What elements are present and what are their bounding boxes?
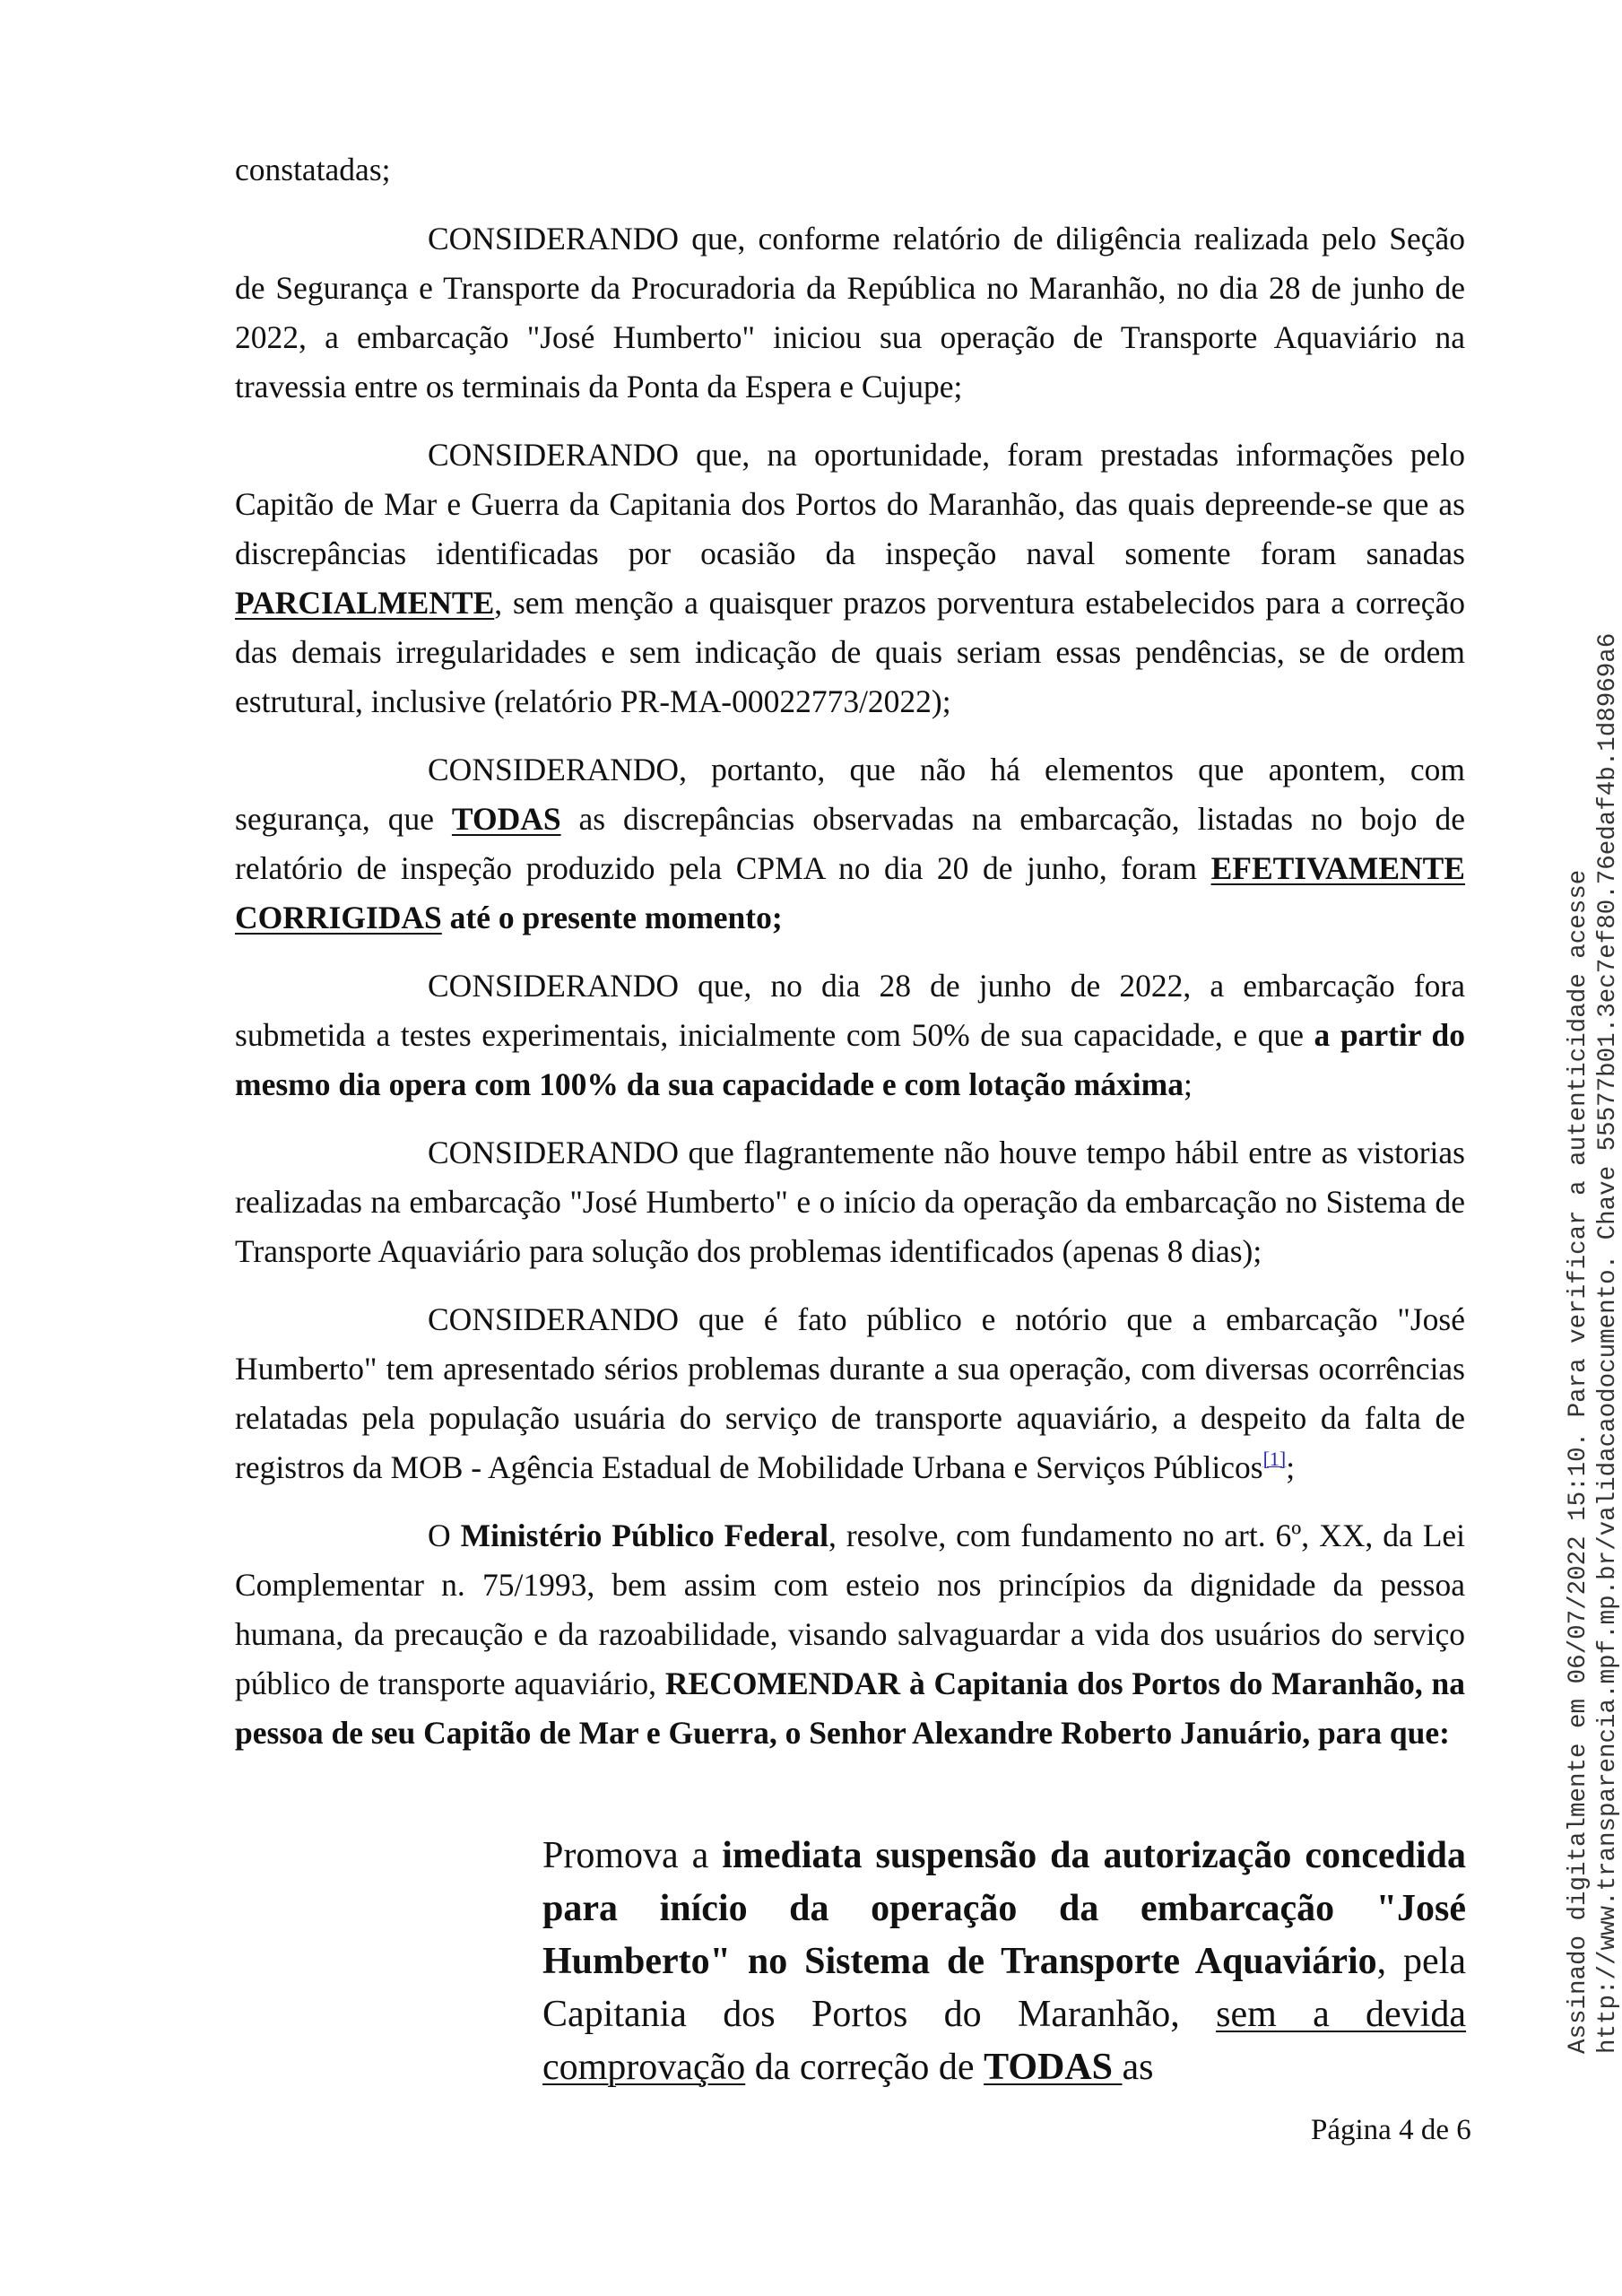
emphasis-bold: RECOMENDAR à Capitania dos Portos do Maranhão, na pessoa de seu Capitão de Mar e Guerra, o Senhor Alexandre Roberto Januário, para que: bbox=[235, 1665, 1466, 1751]
emphasis-bold: imediata suspensão da autorização concedida para início da operação da embarcação "José Humberto" no Sistema de Transporte Aquaviário bbox=[542, 1835, 1466, 1982]
paragraph-resolution bbox=[235, 1511, 1465, 1758]
paragraph-considerando bbox=[235, 214, 1465, 412]
paragraph-considerando bbox=[235, 961, 1465, 1109]
emphasis-bold-underlined: PARCIALMENTE bbox=[235, 585, 495, 621]
document-body bbox=[235, 145, 1465, 1777]
paragraph-considerando bbox=[235, 1295, 1465, 1492]
text-run: da correção de bbox=[745, 2047, 984, 2088]
page-number: Página 4 de 6 bbox=[1311, 2114, 1471, 2146]
paragraph-continuation bbox=[235, 145, 1465, 195]
emphasis-bold: Ministério Público Federal bbox=[460, 1518, 828, 1553]
text-run: constatadas; bbox=[235, 152, 391, 187]
emphasis-bold-underlined: EFETIVAMENTE CORRIGIDAS bbox=[235, 850, 1465, 935]
recommendation-item bbox=[542, 1830, 1466, 2094]
text-run: , resolve, com fundamento no art. 6º, XX, da Lei Complementar n. 75/1993, bem assim com esteio nos princípios da dignidade da pessoa humana, da precaução e da razoabilidade, visando salvaguardar a vida dos usuários do serviço público de transporte aquaviário, bbox=[235, 1518, 1466, 1701]
signature-stamp-line-1: Assinado digitalmente em 06/07/2022 15:10. Para verificar a autenticidade acesse bbox=[1565, 869, 1592, 2054]
text-run: ; bbox=[1286, 1449, 1296, 1485]
text-run: , sem menção a quaisquer prazos porventura estabelecidos para a correção das demais irregularidades e sem indicação de quais seriam essas pendências, se de ordem estrutural, inclusive (relatório PR-MA-00022773/2022); bbox=[235, 585, 1465, 719]
text-run: CONSIDERANDO, portanto, que não há elementos que apontem, com segurança, que bbox=[235, 752, 1465, 837]
emphasis-bold: até o presente momento; bbox=[441, 900, 783, 935]
text-run: CONSIDERANDO que flagrantemente não houve tempo hábil entre as vistorias realizadas na embarcação "José Humberto" e o início da operação da embarcação no Sistema de Transporte Aquaviário para solução dos problemas identificados (apenas 8 dias); bbox=[235, 1135, 1465, 1269]
digital-signature-stamp bbox=[1564, 633, 1622, 2054]
text-run: as bbox=[1122, 2047, 1154, 2088]
emphasis-bold-underlined: TODAS bbox=[451, 801, 561, 837]
text-run: ; bbox=[1183, 1066, 1193, 1102]
text-run: CONSIDERANDO que é fato público e notório que a embarcação "José Humberto" tem apresentado sérios problemas durante a sua operação, com diversas ocorrências relatadas pela população usuária do serviço de transporte aquaviário, a despeito da falta de registros da MOB - Agência Estadual de Mobilidade Urbana e Serviços Públicos bbox=[235, 1301, 1465, 1485]
emphasis-underlined: sem a devida comprovação bbox=[542, 1994, 1467, 2088]
text-run: O bbox=[428, 1518, 461, 1553]
emphasis-bold-underlined: TODAS bbox=[984, 2047, 1123, 2088]
signature-stamp-line-2: http://www.transparencia.mpf.mp.br/validacaodocumento. Chave 55577b01.3ec7ef80.76edaf4b.1d8969a6 bbox=[1594, 632, 1622, 2054]
text-run: CONSIDERANDO que, conforme relatório de diligência realizada pelo Seção de Segurança e Transporte da Procuradoria da República no Maranhão, no dia 28 de junho de 2022, a embarcação "José Humberto" iniciou sua operação de Transporte Aquaviário na travessia entre os terminais da Ponta da Espera e Cujupe; bbox=[235, 221, 1465, 404]
paragraph-considerando bbox=[235, 1128, 1465, 1276]
text-run: , pela Capitania dos Portos do Maranhão, bbox=[542, 1941, 1467, 2035]
paragraph-considerando bbox=[235, 430, 1465, 726]
text-run: CONSIDERANDO que, no dia 28 de junho de 2022, a embarcação fora submetida a testes experimentais, inicialmente com 50% de sua capacidade, e que bbox=[235, 968, 1465, 1053]
footnote-link[interactable]: [1] bbox=[1262, 1448, 1287, 1470]
paragraph-considerando bbox=[235, 745, 1465, 943]
text-run: Promova a bbox=[542, 1835, 723, 1876]
text-run: as discrepâncias observadas na embarcação, listadas no bojo de relatório de inspeção produzido pela CPMA no dia 20 de junho, foram bbox=[235, 801, 1465, 886]
emphasis-bold: a partir do mesmo dia opera com 100% da sua capacidade e com lotação máxima bbox=[235, 1017, 1465, 1102]
text-run: CONSIDERANDO que, na oportunidade, foram prestadas informações pelo Capitão de Mar e Guerra da Capitania dos Portos do Maranhão, das quais depreende-se que as discrepâncias identificadas por ocasião da inspeção naval somente foram sanadas bbox=[235, 437, 1465, 571]
